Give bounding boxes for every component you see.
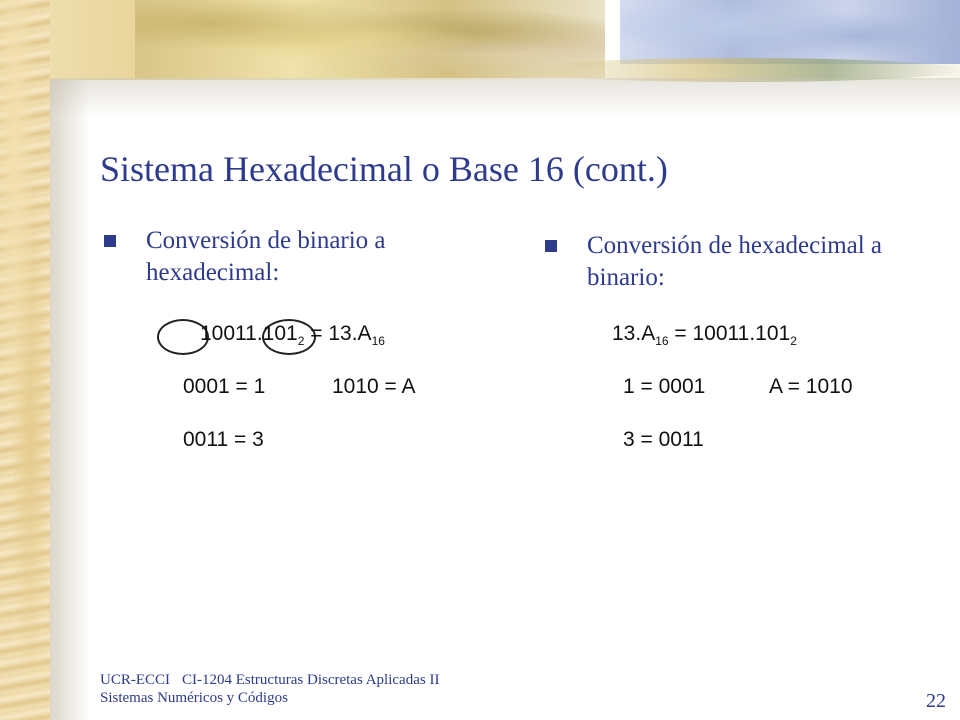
bullet-binary-to-hex <box>104 225 484 289</box>
bullet-hex-to-binary <box>545 230 945 294</box>
right-group-1: 1 = 0001 <box>623 375 706 398</box>
footer-course: CI-1204 Estructuras Discretas Aplicadas II <box>182 672 440 688</box>
bullet-text: Conversión de hexadecimal a binario: <box>587 232 883 291</box>
right-group-2: A = 1010 <box>769 375 853 398</box>
page-number: 22 <box>926 690 946 712</box>
slide-title: Sistema Hexadecimal o Base 16 (cont.) <box>100 149 668 189</box>
left-group-2: 1010 = A <box>332 375 416 398</box>
slide-footer <box>100 671 451 707</box>
banner-blue-image <box>620 0 960 64</box>
left-equation-main: $10011.101_2 = 13.A_{16}$ <box>200 322 385 349</box>
bullet-text: Conversión de binario a hexadecimal: <box>146 227 386 286</box>
footer-topic: Sistemas Numéricos y Códigos <box>100 690 288 706</box>
banner-shadow <box>50 78 960 118</box>
bullet-square-icon <box>545 240 557 252</box>
left-shadow <box>50 80 90 720</box>
footer-org: UCR-ECCI <box>100 672 171 688</box>
left-group-3: 0011 = 3 <box>183 428 264 451</box>
right-group-3: 3 = 0011 <box>623 428 704 451</box>
right-equation-main: $13.A_{16} = 10011.101_2$ <box>612 322 797 349</box>
left-parchment-strip <box>0 0 50 720</box>
left-group-1: 0001 = 1 <box>183 375 266 398</box>
bullet-square-icon <box>104 235 116 247</box>
